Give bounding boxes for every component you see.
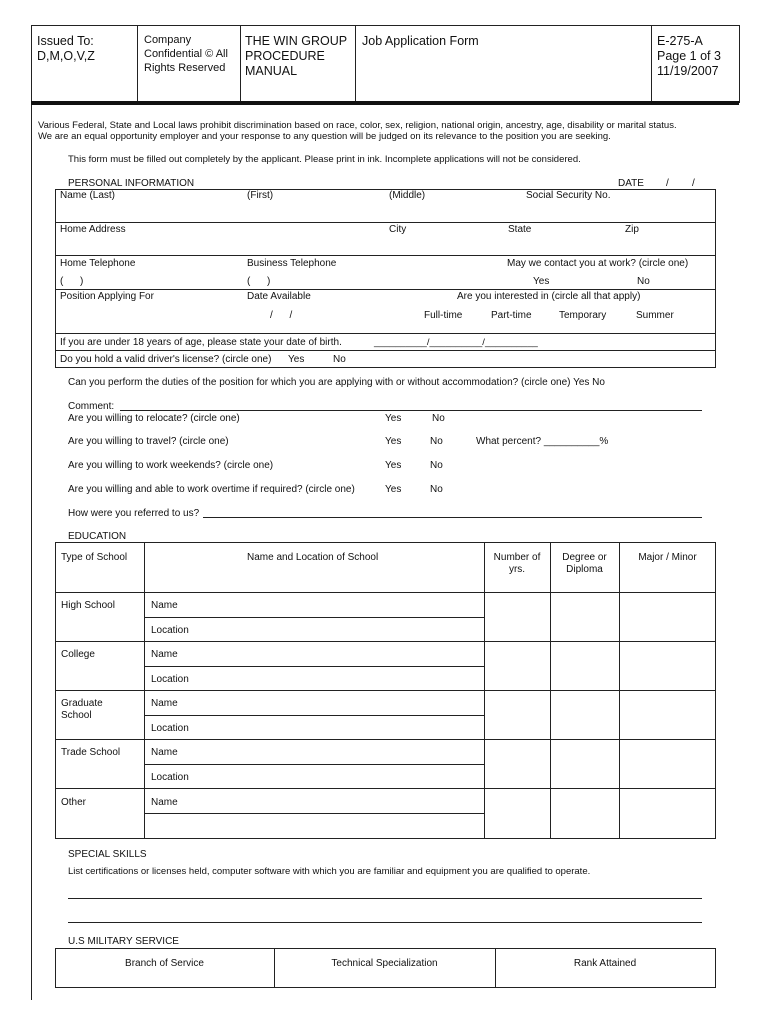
- state-label: State: [508, 224, 532, 235]
- position-label: Position Applying For: [60, 291, 154, 302]
- name-last-label: Name (Last): [60, 190, 116, 201]
- col-technical-specialization: Technical Specialization: [331, 958, 438, 969]
- referred-line[interactable]: [203, 517, 702, 518]
- col-rank-attained: Rank Attained: [573, 958, 637, 969]
- overtime-question: Are you willing and able to work overtime if required? (circle one): [68, 484, 355, 495]
- travel-no[interactable]: No: [430, 436, 443, 447]
- edu-type-trade-school: Trade School: [61, 747, 121, 758]
- doc-code: E-275-A: [657, 34, 703, 48]
- option-full-time[interactable]: Full-time: [424, 310, 463, 321]
- instruction-text: This form must be filled out completely by the applicant. Please print in ink. Incomplete applications will not be considered.: [68, 154, 581, 165]
- edu-type-high-school: High School: [61, 600, 115, 611]
- overtime-no[interactable]: No: [430, 484, 443, 495]
- zip-label: Zip: [625, 224, 639, 235]
- personal-heading: PERSONAL INFORMATION: [68, 178, 195, 189]
- license-question: Do you hold a valid driver's license? (circle one): [60, 354, 272, 365]
- issued-to-value: D,M,O,V,Z: [37, 49, 95, 63]
- form-title: Job Application Form: [362, 34, 479, 48]
- comment-label: Comment:: [68, 401, 115, 412]
- overtime-yes[interactable]: Yes: [385, 484, 402, 495]
- edu-location-label: Location: [151, 772, 189, 783]
- travel-question: Are you willing to travel? (circle one): [68, 436, 229, 447]
- city-label: City: [389, 224, 407, 235]
- edu-name-label: Name: [151, 698, 178, 709]
- date-available-slashes: / /: [270, 310, 293, 321]
- travel-percent[interactable]: What percent? __________%: [476, 436, 609, 447]
- edu-location-label: Location: [151, 625, 189, 636]
- date-slash-2: /: [692, 178, 695, 189]
- home-telephone-label: Home Telephone: [60, 258, 136, 269]
- manual-line3: MANUAL: [245, 64, 298, 78]
- skills-heading: SPECIAL SKILLS: [68, 849, 147, 860]
- home-address-label: Home Address: [60, 224, 126, 235]
- skills-instructions: List certifications or licenses held, computer software with which you are familiar and equipment you are qualified to operate.: [68, 866, 591, 877]
- col-branch-of-service: Branch of Service: [125, 958, 204, 969]
- home-phone-area: ( ): [60, 276, 84, 287]
- comment-line[interactable]: [120, 410, 702, 411]
- edu-name-label: Name: [151, 797, 178, 808]
- edu-name-label: Name: [151, 600, 178, 611]
- relocate-yes[interactable]: Yes: [385, 413, 402, 424]
- name-first-label: (First): [247, 190, 274, 201]
- ssn-label: Social Security No.: [526, 190, 611, 201]
- issued-to-label: Issued To:: [37, 34, 94, 48]
- col-years-2: yrs.: [508, 564, 526, 575]
- col-name-location: Name and Location of School: [247, 552, 379, 563]
- edu-name-label: Name: [151, 649, 178, 660]
- education-heading: EDUCATION: [68, 531, 127, 542]
- col-degree-2: Diploma: [566, 564, 603, 575]
- col-degree-1: Degree or: [562, 552, 607, 563]
- dob-blank[interactable]: __________/__________/__________: [374, 337, 538, 348]
- contact-yes[interactable]: Yes: [533, 276, 550, 287]
- relocate-no[interactable]: No: [432, 413, 445, 424]
- company-line3: Rights Reserved: [144, 62, 226, 74]
- col-type-of-school: Type of School: [61, 552, 128, 563]
- col-major-minor: Major / Minor: [638, 552, 697, 563]
- name-middle-label: (Middle): [389, 190, 426, 201]
- skills-line-1[interactable]: [68, 898, 702, 899]
- contact-at-work-question: May we contact you at work? (circle one): [507, 258, 689, 269]
- date-label: DATE: [618, 178, 644, 189]
- edu-type-other: Other: [61, 797, 87, 808]
- business-telephone-label: Business Telephone: [247, 258, 337, 269]
- contact-no[interactable]: No: [637, 276, 650, 287]
- edu-location-label: Location: [151, 674, 189, 685]
- edu-name-label: Name: [151, 747, 178, 758]
- option-summer[interactable]: Summer: [636, 310, 674, 321]
- interested-label: Are you interested in (circle all that apply): [457, 291, 641, 302]
- under-18-question: If you are under 18 years of age, please state your date of birth.: [60, 337, 342, 348]
- edu-type-graduate-2: School: [61, 710, 92, 721]
- company-line2: Confidential © All: [144, 48, 228, 60]
- skills-line-2[interactable]: [68, 922, 702, 923]
- option-part-time[interactable]: Part-time: [491, 310, 532, 321]
- license-yes[interactable]: Yes: [288, 354, 305, 365]
- manual-line2: PROCEDURE: [245, 49, 325, 63]
- doc-date: 11/19/2007: [657, 64, 719, 78]
- business-phone-area: ( ): [247, 276, 271, 287]
- weekends-yes[interactable]: Yes: [385, 460, 402, 471]
- date-available-label: Date Available: [247, 291, 311, 302]
- edu-type-college: College: [61, 649, 95, 660]
- intro-line1: Various Federal, State and Local laws prohibit discrimination based on race, color, sex, religion, national origin, ancestry, age, disability or marital status.: [38, 120, 677, 131]
- military-heading: U.S MILITARY SERVICE: [68, 936, 179, 947]
- weekends-no[interactable]: No: [430, 460, 443, 471]
- travel-yes[interactable]: Yes: [385, 436, 402, 447]
- option-temporary[interactable]: Temporary: [559, 310, 607, 321]
- edu-type-graduate-1: Graduate: [61, 698, 103, 709]
- date-slash-1: /: [666, 178, 669, 189]
- edu-location-label: Location: [151, 723, 189, 734]
- page-number: Page 1 of 3: [657, 49, 721, 63]
- relocate-question: Are you willing to relocate? (circle one): [68, 413, 240, 424]
- company-line1: Company: [144, 34, 192, 46]
- manual-line1: THE WIN GROUP: [245, 34, 348, 48]
- license-no[interactable]: No: [333, 354, 346, 365]
- intro-line2: We are an equal opportunity employer and your response to any question will be judged on its relevance to the position you are seeking.: [38, 131, 611, 142]
- referred-question: How were you referred to us?: [68, 508, 200, 519]
- col-years-1: Number of: [493, 552, 541, 563]
- weekends-question: Are you willing to work weekends? (circle one): [68, 460, 274, 471]
- accommodation-question: Can you perform the duties of the position for which you are applying with or without accommodation? (circle one) Yes No: [68, 377, 605, 388]
